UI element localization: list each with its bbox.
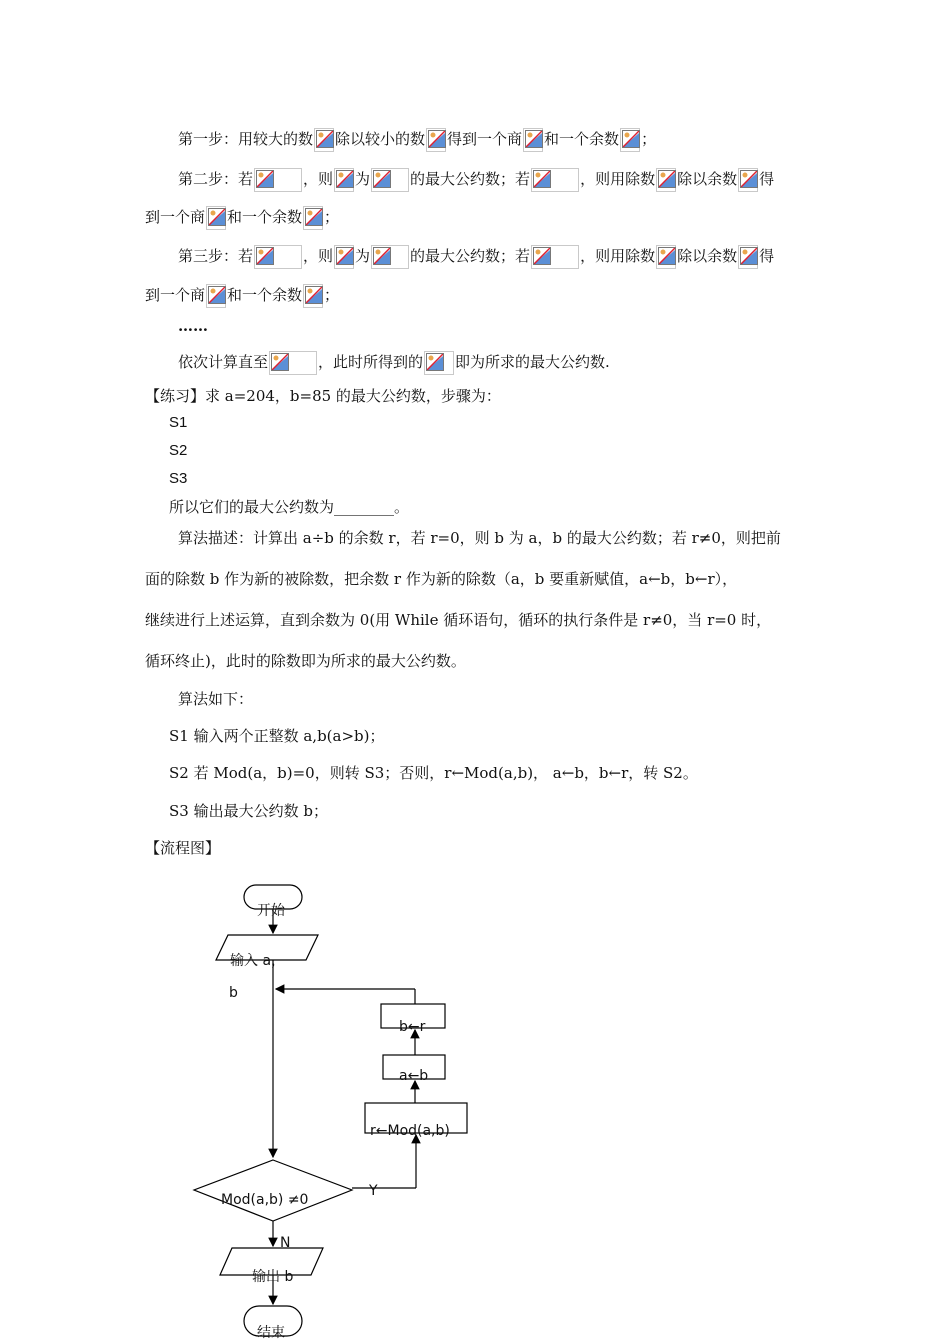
end-label: 结束 <box>257 1325 285 1341</box>
assign-a-label: a←b <box>399 1068 429 1084</box>
description-line-4: 循环终止)，此时的除数即为所求的最大公约数。 <box>145 652 466 670</box>
flowchart-title: 【流程图】 <box>145 839 221 857</box>
algorithm-step-3: S3 输出最大公约数 b； <box>169 802 328 820</box>
step2-line-cont: 到一个商 和一个余数 ； <box>145 206 339 230</box>
description-line-1: 算法描述：计算出 a÷b 的余数 r，若 r=0，则 b 为 a，b 的最大公约数；若 r≠0，则把前 <box>178 529 781 547</box>
formula-image-icon <box>254 245 302 269</box>
step3-line: 第三步：若 ，则 为 的最大公约数；若 ，则用除数 除以余数 得 <box>178 245 774 269</box>
answer-line: 所以它们的最大公约数为________。 <box>169 498 410 516</box>
formula-image-icon <box>206 206 226 230</box>
no-label: N <box>280 1235 291 1251</box>
formula-image-icon <box>334 168 354 192</box>
formula-image-icon <box>254 168 302 192</box>
formula-image-icon <box>656 168 676 192</box>
output-label: 输出 b <box>252 1269 294 1285</box>
formula-image-icon <box>738 168 758 192</box>
formula-image-icon <box>371 245 409 269</box>
step-final-line: 依次计算直至 ，此时所得到的 即为所求的最大公约数. <box>178 351 610 375</box>
formula-image-icon <box>738 245 758 269</box>
formula-image-icon <box>531 245 579 269</box>
condition-diamond <box>194 1160 352 1221</box>
formula-image-icon <box>531 168 579 192</box>
formula-image-icon <box>269 351 317 375</box>
exercise-heading: 【练习】求 a=204，b=85 的最大公约数，步骤为： <box>145 387 501 405</box>
algorithm-step-1: S1 输入两个正整数 a,b(a>b)； <box>169 727 385 745</box>
ellipsis: …… <box>178 317 208 335</box>
assign-b-label: b←r <box>399 1019 426 1035</box>
formula-image-icon <box>424 351 454 375</box>
start-label: 开始 <box>257 903 285 919</box>
formula-image-icon <box>523 128 543 152</box>
formula-image-icon <box>656 245 676 269</box>
algorithm-title: 算法如下： <box>178 690 254 708</box>
formula-image-icon <box>426 128 446 152</box>
formula-image-icon <box>620 128 640 152</box>
condition-label: Mod(a,b) ≠0 <box>221 1192 309 1208</box>
formula-image-icon <box>303 206 323 230</box>
formula-image-icon <box>206 284 226 308</box>
formula-image-icon <box>334 245 354 269</box>
step1-line: 第一步：用较大的数 除以较小的数 得到一个商 和一个余数 ； <box>178 128 656 152</box>
input-label: 输入 a， <box>230 953 286 969</box>
step-label-s1: S1 <box>169 414 188 431</box>
step3-line-cont: 到一个商 和一个余数 ； <box>145 284 339 308</box>
input-label-b: b <box>229 985 238 1001</box>
formula-image-icon <box>314 128 334 152</box>
step-label-s2: S2 <box>169 442 188 459</box>
algorithm-step-2: S2 若 Mod(a，b)=0，则转 S3；否则，r←Mod(a,b)， a←b，b←r，转 S2。 <box>169 764 698 782</box>
description-line-2: 面的除数 b 作为新的被除数，把余数 r 作为新的除数（a，b 要重新赋值，a←b，b←r）， <box>145 570 738 588</box>
mod-label: r←Mod(a,b) <box>370 1123 450 1139</box>
step2-line: 第二步：若 ，则 为 的最大公约数；若 ，则用除数 除以余数 得 <box>178 168 774 192</box>
formula-image-icon <box>303 284 323 308</box>
yes-label: Y <box>369 1183 378 1199</box>
formula-image-icon <box>371 168 409 192</box>
description-line-3: 继续进行上述运算，直到余数为 0(用 While 循环语句，循环的执行条件是 r≠0，当 r=0 时， <box>145 611 772 629</box>
step-label-s3: S3 <box>169 470 188 487</box>
